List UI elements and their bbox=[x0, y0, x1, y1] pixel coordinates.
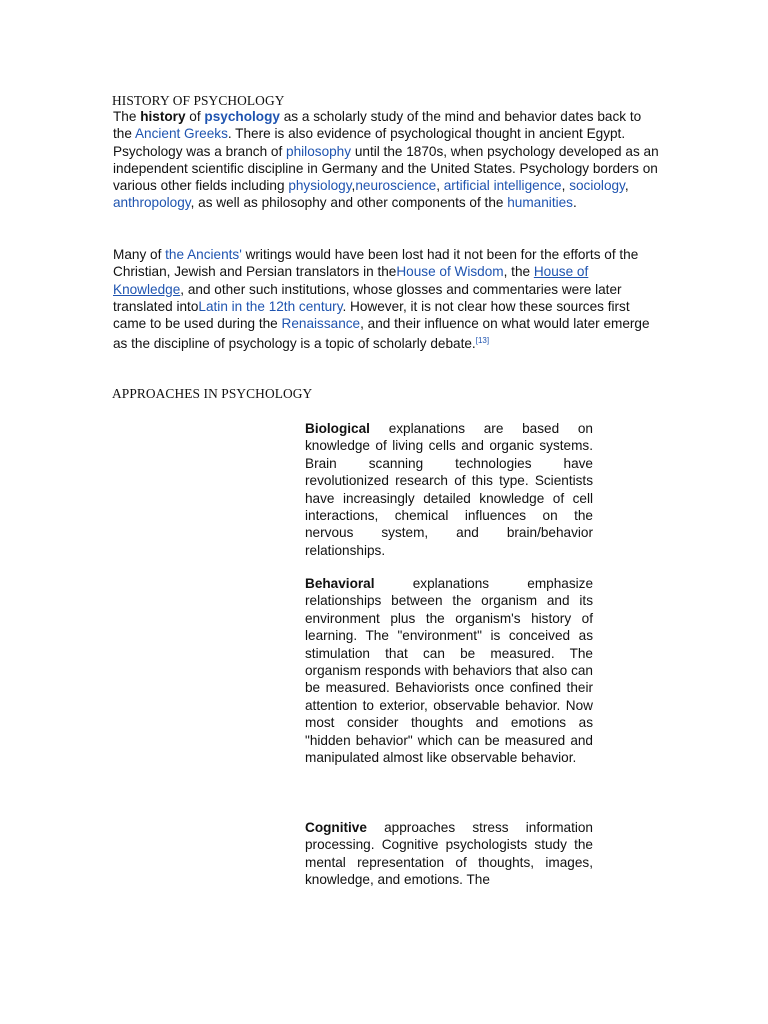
behavioral-approach bbox=[305, 575, 593, 766]
text: The bbox=[113, 109, 141, 124]
cognitive-term: Cognitive bbox=[305, 820, 367, 835]
behavioral-text: explanations emphasize relationships between the organism and its environment plus the organism's history of learning. The "environment" is conceived as stimulation that can be measured. The organism responds with behaviors that also can be measured. Behaviorists once confined their attention to exterior, observable behavior. Now most consider thoughts and emotions as "hidden behavior" which can be measured and manipulated almost like observable behavior. bbox=[305, 576, 593, 766]
cognitive-approach bbox=[305, 819, 593, 889]
link-neuroscience[interactable]: neuroscience bbox=[355, 178, 437, 194]
link-physiology[interactable]: physiology bbox=[288, 178, 352, 194]
text: of bbox=[185, 109, 205, 124]
text: . bbox=[572, 195, 577, 211]
text: , and their influence on what would later emerge as the discipline of psychology is a topic of scholarly debate. bbox=[113, 316, 650, 352]
history-paragraph bbox=[113, 108, 661, 212]
history-heading: HISTORY OF PSYCHOLOGY bbox=[112, 93, 285, 108]
link-sociology[interactable]: sociology bbox=[569, 178, 625, 194]
text: writings would have been lost had it not been for the efforts of the Christian, Jewish and Persian translators in the bbox=[113, 247, 639, 280]
text: , the bbox=[503, 264, 534, 280]
link-anthropology[interactable]: anthropology bbox=[113, 195, 191, 211]
link-humanities[interactable]: humanities bbox=[507, 195, 573, 211]
link-artificial-intelligence[interactable]: artificial intelligence bbox=[443, 178, 562, 194]
translation-paragraph bbox=[113, 246, 661, 353]
link-latin-12th-century[interactable]: Latin in the 12th century bbox=[198, 298, 343, 314]
text: , and other such institutions, whose glosses and commentaries were later translated into bbox=[113, 281, 622, 314]
link-philosophy[interactable]: philosophy bbox=[286, 143, 352, 159]
biological-approach bbox=[305, 420, 593, 559]
approaches-heading: APPROACHES IN PSYCHOLOGY bbox=[112, 386, 313, 401]
biological-text: explanations are based on knowledge of living cells and organic systems. Brain scanning technologies have revolutionized research of this type. Scientists have increasingly detailed knowledge of cell interactions, chemical influences on the nervous system, and brain/behavior relationships. bbox=[305, 421, 593, 558]
link-renaissance[interactable]: Renaissance bbox=[281, 316, 361, 332]
link-house-of-knowledge[interactable]: House of Knowledge bbox=[113, 264, 589, 297]
text: . However, it is not clear how these sources first came to be used during the bbox=[113, 298, 630, 332]
text: Many of bbox=[113, 247, 166, 262]
link-house-of-wisdom[interactable]: House of Wisdom bbox=[396, 264, 504, 280]
text: until the 1870s, when psychology developed as an independent scientific discipline in Germany and the United States. Psychology borders on various other fields including bbox=[113, 143, 659, 194]
behavioral-term: Behavioral bbox=[305, 576, 375, 591]
text: , bbox=[624, 178, 629, 194]
link-ancient-greeks[interactable]: Ancient Greeks bbox=[134, 126, 228, 142]
biological-term: Biological bbox=[305, 421, 370, 436]
history-term: history bbox=[140, 109, 186, 124]
cognitive-text: approaches stress information processing. Cognitive psychologists study the mental representation of thoughts, images, knowledge, and emotions. The bbox=[305, 820, 593, 888]
citation-link[interactable]: [13] bbox=[475, 336, 490, 346]
text: as a scholarly study of the mind and behavior dates back to the bbox=[113, 109, 642, 142]
link-psychology[interactable]: psychology bbox=[204, 109, 280, 124]
text: , bbox=[436, 178, 444, 194]
text: . There is also evidence of psychological thought in ancient Egypt. Psychology was a branch of bbox=[113, 126, 626, 159]
text: , bbox=[561, 178, 570, 194]
text: , bbox=[351, 178, 356, 194]
link-the-ancients[interactable]: the Ancients' bbox=[165, 247, 242, 262]
text: , as well as philosophy and other components of the bbox=[190, 195, 508, 211]
